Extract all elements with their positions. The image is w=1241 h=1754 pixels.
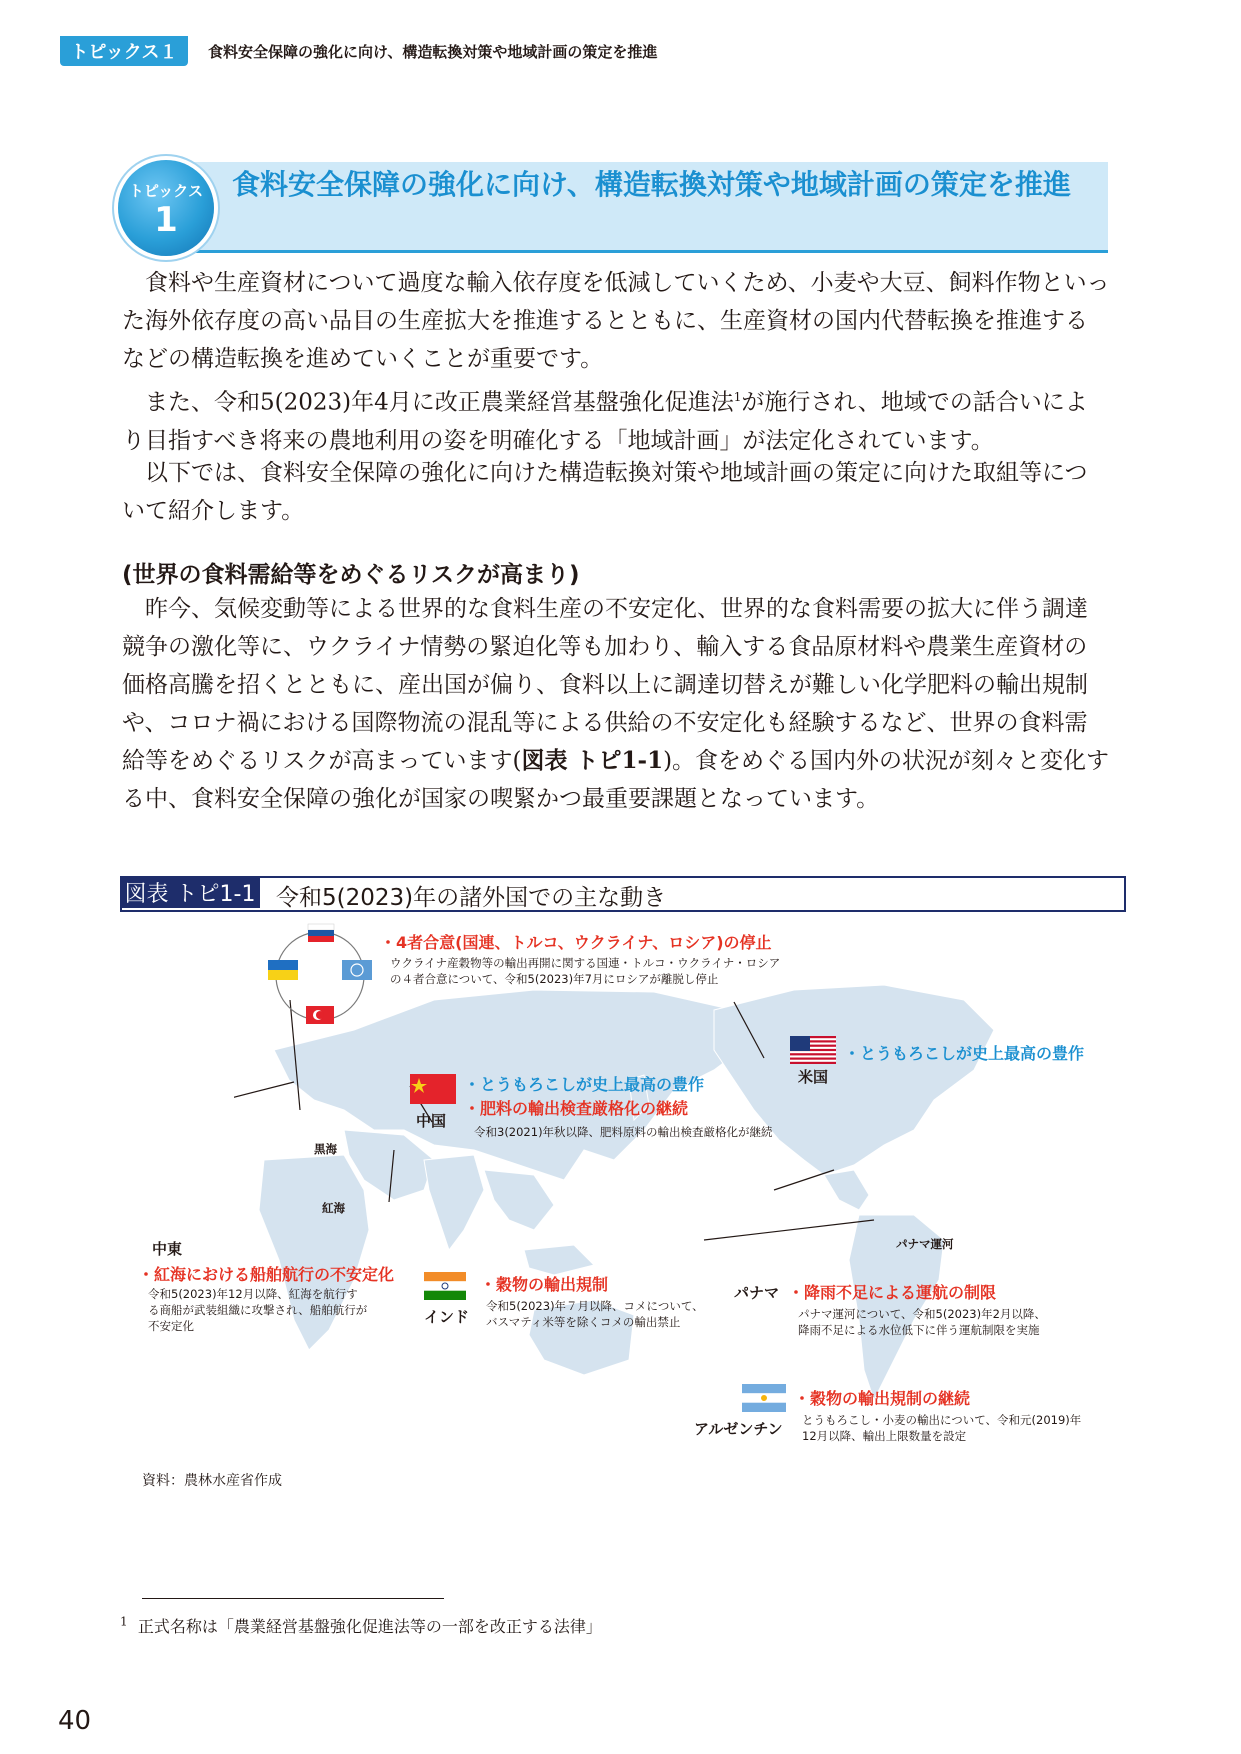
- ukraine-flag-icon: [268, 960, 298, 980]
- callout-panama-text-1: パナマ運河について、令和5(2023)年2月以降、: [798, 1307, 1046, 1321]
- paragraph-4-b: )。食をめぐる国内外の状況が刻々と変化する中、食料安全保障の強化が国家の喫緊かつ最重要課題となっています。: [122, 748, 1110, 812]
- page-number: 40: [58, 1706, 92, 1736]
- country-label-middle-east: 中東: [152, 1240, 183, 1258]
- paragraph-4: [122, 590, 1110, 818]
- country-label-usa: 米国: [798, 1068, 829, 1086]
- topic-title: 食料安全保障の強化に向け、構造転換対策や地域計画の策定を推進: [232, 168, 1071, 201]
- country-label-argentina: アルゼンチン: [694, 1420, 783, 1438]
- figure-reference: 図表 トピ1-1: [521, 747, 664, 774]
- footnote-rule: [142, 1598, 444, 1599]
- paragraph-3: 以下では、食料安全保障の強化に向けた構造転換対策や地域計画の策定に向けた取組等について紹介します。: [122, 460, 1088, 524]
- figure-title: 令和5(2023)年の諸外国での主な動き: [276, 885, 667, 911]
- callout-black-sea-title: ・4者合意(国連、トルコ、ウクライナ、ロシア)の停止: [380, 933, 772, 952]
- paragraph-2-a: また、令和5(2023)年4月に改正農業経営基盤強化促進法: [145, 389, 734, 416]
- figure-label: 図表 トピ1-1: [120, 876, 260, 908]
- callout-india-text-1: 令和5(2023)年７月以降、コメについて、: [486, 1299, 704, 1313]
- callout-middle-east-title: ・紅海における船舶航行の不安定化: [138, 1265, 395, 1284]
- india-flag-icon: [424, 1272, 466, 1300]
- callout-panama-text-2: 降雨不足による水位低下に伴う運航制限を実施: [798, 1323, 1040, 1337]
- footnote-text: 正式名称は「農業経営基盤強化促進法等の一部を改正する法律」: [137, 1617, 602, 1636]
- russia-flag-icon: [308, 924, 334, 942]
- callout-china-title-1: ・とうもろこしが史上最高の豊作: [464, 1075, 705, 1094]
- map-label-black-sea: 黒海: [314, 1142, 337, 1156]
- paragraph-4-a: 昨今、気候変動等による世界的な食料生産の不安定化、世界的な食料需要の拡大に伴う調達競争の激化等に、ウクライナ情勢の緊迫化等も加わり、輸入する食品原材料や農業生産資材の価格高騰を招くとともに、産出国が偏り、食料以上に調達切替えが難しい化学肥料の輸出規制や、コロナ禍における国際物流の混乱等による供給の不安定化も経験するなど、世界の食料需給等をめぐるリスクが高まっています(: [122, 596, 1088, 774]
- callout-black-sea-text-1: ウクライナ産穀物等の輸出再開に関する国連・トルコ・ウクライナ・ロシア: [390, 956, 781, 970]
- footnote-ref: 1: [733, 390, 742, 404]
- map-label-red-sea: 紅海: [322, 1201, 345, 1215]
- map-label-panama-canal: パナマ運河: [896, 1237, 954, 1251]
- usa-flag-icon: [790, 1036, 836, 1064]
- black-sea-deal-flags: [268, 922, 372, 1030]
- figure-source: 資料：農林水産省作成: [142, 1473, 282, 1489]
- topic-badge: [118, 160, 214, 256]
- country-label-india: インド: [424, 1308, 470, 1326]
- callout-china-title-2: ・肥料の輸出検査厳格化の継続: [464, 1099, 689, 1118]
- topic-badge-number: 1: [154, 200, 178, 240]
- footnote-number: 1: [120, 1614, 128, 1629]
- running-header-title: 食料安全保障の強化に向け、構造転換対策や地域計画の策定を推進: [208, 43, 658, 61]
- paragraph-2: [122, 378, 1110, 460]
- paragraph-1: 食料や生産資材について過度な輸入依存度を低減していくため、小麦や大豆、飼料作物といった海外依存度の高い品目の生産拡大を推進するとともに、生産資材の国内代替転換を推進するなどの構造転換を進めていくことが重要です。: [122, 270, 1110, 372]
- country-label-panama: パナマ: [734, 1284, 780, 1302]
- callout-panama-title: ・降雨不足による運航の制限: [788, 1283, 997, 1302]
- turkey-flag-icon: [306, 1006, 334, 1024]
- callout-argentina-text-2: 12月以降、輸出上限数量を設定: [802, 1429, 967, 1443]
- footnote: [120, 1614, 602, 1637]
- callout-argentina-text-1: とうもろこし・小麦の輸出について、令和元(2019)年: [802, 1413, 1082, 1427]
- topic-badge-label: トピックス: [128, 182, 204, 200]
- callout-middle-east-text-3: 不安定化: [148, 1319, 194, 1333]
- argentina-flag-icon: [742, 1384, 786, 1412]
- callout-black-sea-text-2: の４者合意について、令和5(2023)年7月にロシアが離脱し停止: [390, 972, 719, 986]
- china-flag-icon: [410, 1074, 456, 1104]
- callout-middle-east-text-2: る商船が武装組織に攻撃され、船舶航行が: [148, 1303, 368, 1317]
- callout-middle-east-text-1: 令和5(2023)年12月以降、紅海を航行す: [148, 1287, 358, 1301]
- paragraph-2-b: が施行され、地域での話合いにより目指すべき将来の農地利用の姿を明確化する「地域計画」が法定化されています。: [122, 389, 1088, 454]
- callout-usa-title: ・とうもろこしが史上最高の豊作: [844, 1044, 1085, 1063]
- callout-india-title: ・穀物の輸出規制: [480, 1275, 609, 1294]
- section-subheading: (世界の食料需給等をめぐるリスクが高まり): [122, 562, 580, 588]
- callout-china-text: 令和3(2021)年秋以降、肥料原料の輸出検査厳格化が継続: [474, 1125, 773, 1139]
- section-tab: トピックス１: [60, 36, 188, 66]
- country-label-china: 中国: [416, 1112, 447, 1130]
- un-flag-icon: [342, 960, 372, 980]
- callout-argentina-title: ・穀物の輸出規制の継続: [794, 1389, 971, 1408]
- callout-india-text-2: バスマティ米等を除くコメの輸出禁止: [486, 1315, 681, 1329]
